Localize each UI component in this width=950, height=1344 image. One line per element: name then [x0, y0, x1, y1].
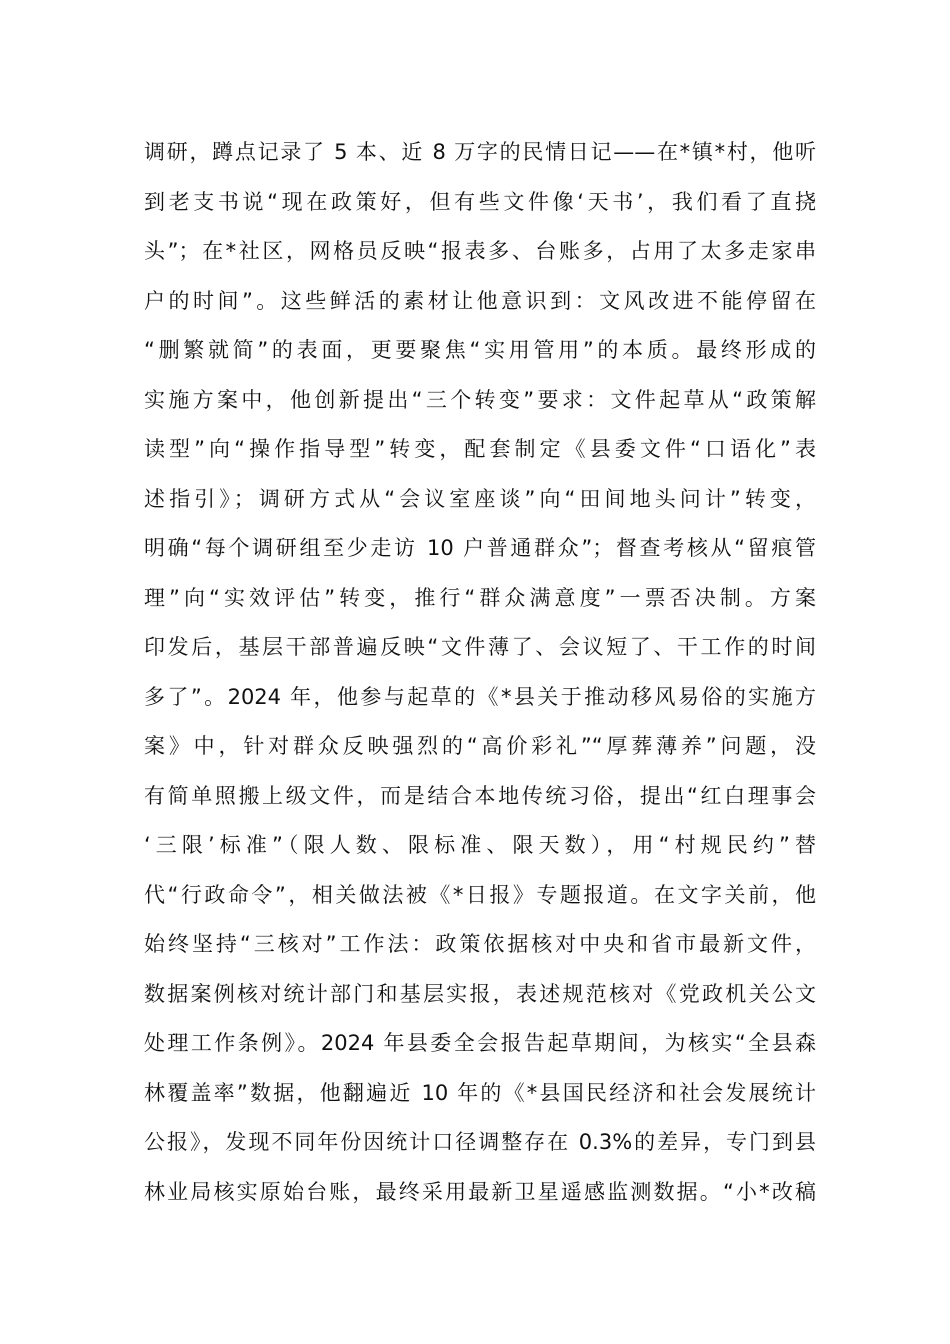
text-line: 代“行政命令”，相关做法被《*日报》专题报道。在文字关前，他: [144, 882, 816, 907]
text-line: 印发后，基层干部普遍反映“文件薄了、会议短了、干工作的时间: [144, 635, 816, 659]
text-line: 到老支书说“现在政策好，但有些文件像‘天书’，我们看了直挠: [144, 189, 816, 214]
text-line: 调研，蹲点记录了 5 本、近 8 万字的民情日记——在*镇*村，他听: [144, 140, 816, 164]
text-line: 述指引》；调研方式从“会议室座谈”向“田间地头问计”转变，: [144, 486, 816, 511]
text-line: ‘三限’标准”（限人数、限标准、限天数），用“村规民约”替: [144, 833, 816, 857]
text-line: 林业局核实原始台账，最终采用最新卫星遥感监测数据。“小*改稿: [144, 1179, 816, 1204]
text-line: 多了”。2024 年，他参与起草的《*县关于推动移风易俗的实施方: [144, 684, 816, 709]
text-line: 林覆盖率”数据，他翻遍近 10 年的《*县国民经济和社会发展统计: [144, 1080, 816, 1105]
text-line: 数据案例核对统计部门和基层实报，表述规范核对《党政机关公文: [144, 981, 816, 1006]
text-line: 有简单照搬上级文件，而是结合本地传统习俗，提出“红白理事会: [144, 783, 816, 808]
text-line: 明确“每个调研组至少走访 10 户普通群众”；督查考核从“留痕管: [144, 536, 816, 560]
text-line: 始终坚持“三核对”工作法：政策依据核对中央和省市最新文件，: [144, 932, 816, 956]
body-text: [144, 128, 816, 1217]
text-line: 头”；在*社区，网格员反映“报表多、台账多，占用了太多走家串: [144, 239, 816, 263]
text-line: “删繁就简”的表面，更要聚焦“实用管用”的本质。最终形成的: [144, 338, 816, 362]
text-line: 理”向“实效评估”转变，推行“群众满意度”一票否决制。方案: [144, 585, 816, 610]
text-line: 读型”向“操作指导型”转变，配套制定《县委文件“口语化”表: [144, 437, 816, 461]
text-line: 实施方案中，他创新提出“三个转变”要求：文件起草从“政策解: [144, 387, 816, 412]
text-line: 户的时间”。这些鲜活的素材让他意识到：文风改进不能停留在: [144, 288, 816, 313]
text-line: 处理工作条例》。2024 年县委全会报告起草期间，为核实“全县森: [144, 1031, 816, 1055]
text-line: 案》中，针对群众反映强烈的“高价彩礼”“厚葬薄养”问题，没: [144, 734, 816, 758]
text-line: 公报》，发现不同年份因统计口径调整存在 0.3%的差异，专门到县: [144, 1130, 816, 1154]
